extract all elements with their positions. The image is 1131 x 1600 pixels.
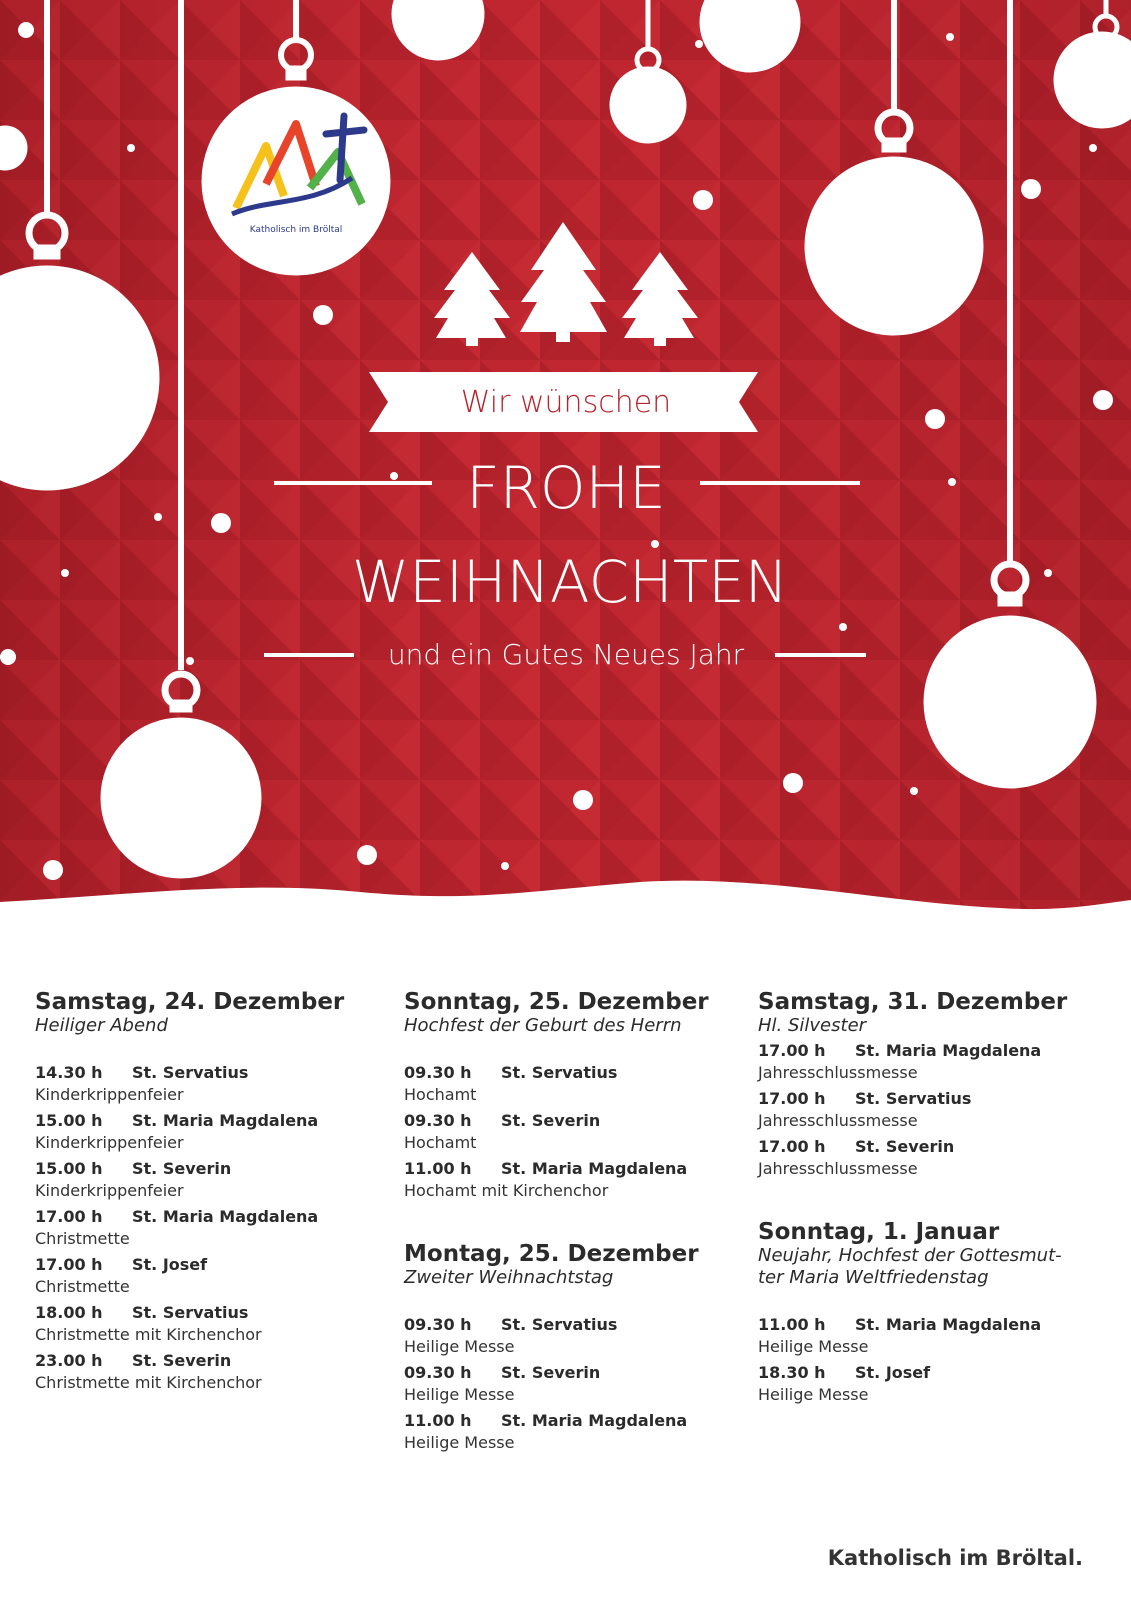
logo-caption: Katholisch im Bröltal xyxy=(249,225,343,235)
service-head xyxy=(404,1362,734,1384)
service-description: Christmette xyxy=(35,1229,130,1248)
service-description: Hochamt mit Kirchenchor xyxy=(404,1181,609,1200)
service-time: 17.00 h xyxy=(758,1089,826,1108)
service-church: St. Maria Magdalena xyxy=(501,1411,688,1430)
service-list xyxy=(758,1314,1108,1406)
service-description: Jahresschlussmesse xyxy=(758,1159,918,1178)
service-time: 15.00 h xyxy=(35,1111,103,1130)
service-church: St. Servatius xyxy=(501,1063,618,1082)
ribbon-banner xyxy=(369,372,758,432)
service-item xyxy=(404,1110,734,1154)
service-church: St. Severin xyxy=(132,1351,232,1370)
service-church: St. Severin xyxy=(501,1363,601,1382)
service-head xyxy=(758,1088,1108,1110)
service-description: Jahresschlussmesse xyxy=(758,1111,918,1130)
service-description: Jahresschlussmesse xyxy=(758,1063,918,1082)
service-item xyxy=(404,1062,734,1106)
service-item xyxy=(404,1158,734,1202)
day-title: Montag, 25. Dezember xyxy=(404,1241,699,1267)
service-head xyxy=(35,1254,365,1276)
day-title: Sonntag, 1. Januar xyxy=(758,1219,1000,1245)
service-church: St. Maria Magdalena xyxy=(132,1111,319,1130)
service-description: Heilige Messe xyxy=(404,1385,515,1404)
service-description: Christmette mit Kirchenchor xyxy=(35,1325,262,1344)
service-description: Heilige Messe xyxy=(758,1385,869,1404)
service-list xyxy=(758,1040,1108,1180)
service-head xyxy=(35,1062,365,1084)
service-church: St. Maria Magdalena xyxy=(132,1207,319,1226)
service-time: 18.00 h xyxy=(35,1303,103,1322)
ribbon-text: Wir wünschen xyxy=(460,385,672,420)
service-item xyxy=(404,1314,734,1358)
service-church: St. Josef xyxy=(132,1255,208,1274)
service-church: St. Servatius xyxy=(855,1089,972,1108)
schedule-column-3 xyxy=(758,990,1108,1446)
day-subtitle: Hl. Silvester xyxy=(758,1015,867,1036)
service-time: 18.30 h xyxy=(758,1363,826,1382)
service-head xyxy=(758,1040,1108,1062)
service-church: St. Josef xyxy=(855,1363,931,1382)
service-description: Hochamt xyxy=(404,1133,477,1152)
service-list xyxy=(404,1314,734,1454)
service-head xyxy=(35,1110,365,1132)
service-list xyxy=(35,1062,365,1394)
service-item xyxy=(758,1040,1108,1084)
service-time: 11.00 h xyxy=(404,1411,472,1430)
day-block xyxy=(404,1242,734,1454)
day-subtitle: Zweiter Weihnachtstag xyxy=(404,1267,614,1288)
service-church: St. Servatius xyxy=(501,1315,618,1334)
schedule-column-2 xyxy=(404,990,734,1494)
service-church: St. Maria Magdalena xyxy=(855,1041,1042,1060)
service-item xyxy=(758,1136,1108,1180)
service-description: Heilige Messe xyxy=(404,1433,515,1452)
service-time: 14.30 h xyxy=(35,1063,103,1082)
title-line1: FROHE xyxy=(466,454,666,522)
service-time: 09.30 h xyxy=(404,1315,472,1334)
service-time: 11.00 h xyxy=(758,1315,826,1334)
service-head xyxy=(35,1206,365,1228)
service-item xyxy=(758,1088,1108,1132)
service-item xyxy=(404,1410,734,1454)
service-description: Kinderkrippenfeier xyxy=(35,1085,184,1104)
service-head xyxy=(758,1314,1108,1336)
service-description: Hochamt xyxy=(404,1085,477,1104)
service-item xyxy=(35,1062,365,1106)
service-church: St. Servatius xyxy=(132,1063,249,1082)
day-block xyxy=(35,990,365,1394)
day-subtitle: Neujahr, Hochfest der Gottesmut- ter Maria Weltfriedenstag xyxy=(758,1245,1062,1288)
service-description: Christmette mit Kirchenchor xyxy=(35,1373,262,1392)
service-church: St. Servatius xyxy=(132,1303,249,1322)
service-time: 15.00 h xyxy=(35,1159,103,1178)
day-subtitle: Heiliger Abend xyxy=(35,1015,168,1036)
service-item xyxy=(35,1110,365,1154)
service-church: St. Severin xyxy=(501,1111,601,1130)
service-head xyxy=(404,1158,734,1180)
service-head xyxy=(758,1362,1108,1384)
day-title: Samstag, 24. Dezember xyxy=(35,989,345,1015)
service-time: 17.00 h xyxy=(758,1137,826,1156)
day-subtitle: Hochfest der Geburt des Herrn xyxy=(404,1015,682,1036)
service-description: Christmette xyxy=(35,1277,130,1296)
service-church: St. Maria Magdalena xyxy=(501,1159,688,1178)
service-church: St. Severin xyxy=(855,1137,955,1156)
service-time: 09.30 h xyxy=(404,1063,472,1082)
service-time: 17.00 h xyxy=(35,1207,103,1226)
day-block xyxy=(404,990,734,1202)
service-head xyxy=(404,1110,734,1132)
service-description: Heilige Messe xyxy=(758,1337,869,1356)
service-head xyxy=(35,1350,365,1372)
day-block xyxy=(758,990,1108,1180)
service-head xyxy=(404,1062,734,1084)
service-church: St. Severin xyxy=(132,1159,232,1178)
subtitle: und ein Gutes Neues Jahr xyxy=(387,638,745,671)
service-head xyxy=(35,1158,365,1180)
service-time: 17.00 h xyxy=(35,1255,103,1274)
service-time: 17.00 h xyxy=(758,1041,826,1060)
day-title: Sonntag, 25. Dezember xyxy=(404,989,709,1015)
service-description: Heilige Messe xyxy=(404,1337,515,1356)
service-item xyxy=(758,1314,1108,1358)
service-head xyxy=(758,1136,1108,1158)
service-time: 09.30 h xyxy=(404,1111,472,1130)
service-list xyxy=(404,1062,734,1202)
service-head xyxy=(404,1410,734,1432)
service-time: 11.00 h xyxy=(404,1159,472,1178)
title-line2: WEIHNACHTEN xyxy=(351,548,789,616)
service-description: Kinderkrippenfeier xyxy=(35,1133,184,1152)
footer-brand: Katholisch im Bröltal. xyxy=(827,1546,1083,1570)
service-head xyxy=(35,1302,365,1324)
schedule-column-1 xyxy=(35,990,365,1434)
service-church: St. Maria Magdalena xyxy=(855,1315,1042,1334)
service-item xyxy=(404,1362,734,1406)
service-head xyxy=(404,1314,734,1336)
service-item xyxy=(35,1350,365,1394)
service-item xyxy=(35,1158,365,1202)
service-item xyxy=(35,1254,365,1298)
day-title: Samstag, 31. Dezember xyxy=(758,989,1068,1015)
service-time: 09.30 h xyxy=(404,1363,472,1382)
service-item xyxy=(35,1302,365,1346)
service-item xyxy=(35,1206,365,1250)
service-time: 23.00 h xyxy=(35,1351,103,1370)
day-block xyxy=(758,1220,1108,1406)
service-item xyxy=(758,1362,1108,1406)
service-description: Kinderkrippenfeier xyxy=(35,1181,184,1200)
